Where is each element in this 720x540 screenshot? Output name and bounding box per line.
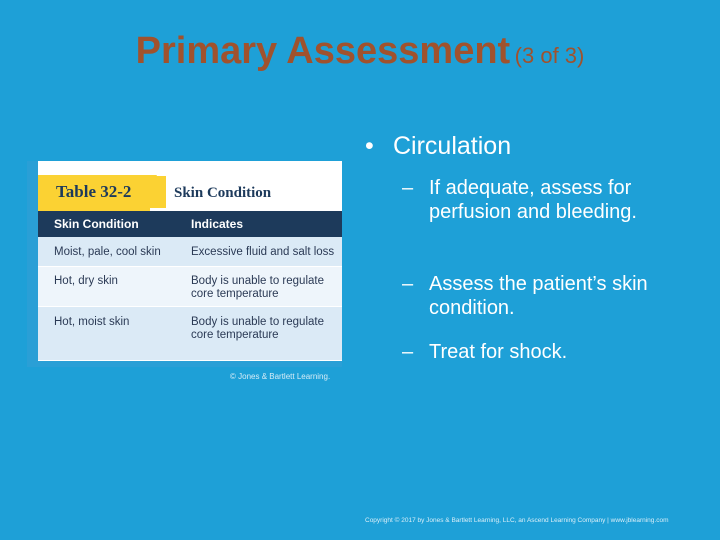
sub-bullet xyxy=(402,272,652,320)
skin-condition-table xyxy=(27,161,342,367)
table-cell-indicates: Excessive fluid and salt loss xyxy=(191,246,335,258)
sub-bullet xyxy=(402,340,652,364)
slide-title-sub: (3 of 3) xyxy=(514,43,585,68)
table-left-strip xyxy=(27,161,38,367)
sub-bullet xyxy=(402,176,652,224)
table-row xyxy=(38,237,342,267)
sub-bullet-text: Assess the patient’s skin condition. xyxy=(429,273,648,319)
table-header-condition: Skin Condition xyxy=(54,217,139,231)
dash-marker: – xyxy=(402,273,414,295)
table-cell-condition: Hot, moist skin xyxy=(54,316,130,328)
dash-marker: – xyxy=(402,341,414,363)
image-credit: © Jones & Bartlett Learning. xyxy=(230,372,331,381)
bullet-circulation xyxy=(365,132,511,161)
dash-marker: – xyxy=(402,177,414,199)
table-cell-indicates: Body is unable to regulate core temperature xyxy=(191,275,324,300)
slide-title-main: Primary Assessment xyxy=(135,30,511,72)
sub-bullet-text: Treat for shock. xyxy=(429,341,568,363)
bullet-circulation-text: Circulation xyxy=(393,132,512,160)
bullet-marker: • xyxy=(365,132,374,160)
table-header-indicates: Indicates xyxy=(191,217,244,231)
table-row xyxy=(38,307,342,361)
table-caption-number: Table 32-2 xyxy=(40,176,166,208)
table-cell-condition: Moist, pale, cool skin xyxy=(54,246,161,258)
table-caption-name: Skin Condition xyxy=(150,175,342,211)
sub-bullet-text: If adequate, assess for perfusion and bleeding. xyxy=(429,177,637,223)
table-row xyxy=(38,267,342,307)
table-header-row xyxy=(38,211,342,237)
table-cell-condition: Hot, dry skin xyxy=(54,275,118,287)
table-cell-indicates: Body is unable to regulate core temperature xyxy=(191,316,324,341)
slide-title xyxy=(0,30,720,73)
copyright-footer: Copyright © 2017 by Jones & Bartlett Learning, LLC, an Ascend Learning Company | www.jblearning.com xyxy=(365,517,669,524)
table-bottom-strip xyxy=(27,361,342,367)
